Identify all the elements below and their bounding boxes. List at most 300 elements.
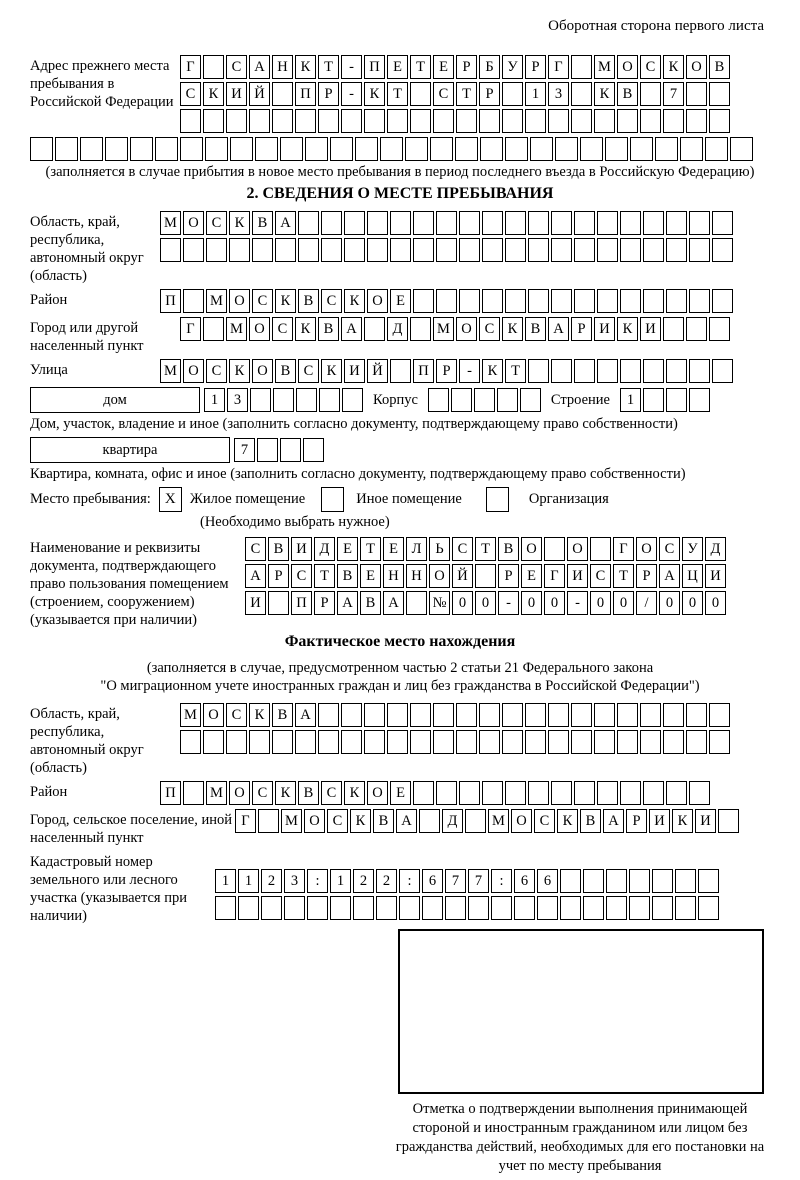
- char-box: [342, 388, 363, 412]
- char-box: [502, 109, 523, 133]
- stamp-caption: Отметка о подтверждении выполнения принимающей стороной и иностранным гражданином или лицом без гражданства действий, необходимых для его постановки на учет по месту пребывания: [395, 1101, 765, 1174]
- char-box: В: [298, 781, 319, 805]
- char-box: И: [226, 82, 247, 106]
- apartment-field: [30, 437, 770, 463]
- char-box: [643, 359, 664, 383]
- char-box: 3: [284, 869, 305, 893]
- char-box: [130, 137, 153, 161]
- char-box: Т: [360, 537, 381, 561]
- char-box: О: [686, 55, 707, 79]
- char-box: М: [206, 289, 227, 313]
- char-box: [303, 438, 324, 462]
- char-box: [380, 137, 403, 161]
- char-box: [594, 730, 615, 754]
- char-box: [413, 238, 434, 262]
- char-box: С: [640, 55, 661, 79]
- char-box: У: [682, 537, 703, 561]
- char-box: [571, 703, 592, 727]
- char-box: [551, 238, 572, 262]
- char-box: [275, 238, 296, 262]
- char-box: 6: [514, 869, 535, 893]
- prev-address-row-4: [30, 137, 770, 161]
- char-box: [229, 238, 250, 262]
- stay-type-field: [30, 487, 770, 512]
- char-box: [445, 896, 466, 920]
- char-box: Е: [387, 55, 408, 79]
- char-box: [456, 703, 477, 727]
- char-box: [428, 388, 449, 412]
- char-box: [252, 238, 273, 262]
- char-box: 1: [525, 82, 546, 106]
- char-box: О: [229, 781, 250, 805]
- checkbox-organization: [486, 487, 509, 512]
- char-box: Р: [456, 55, 477, 79]
- char-box: 1: [204, 388, 225, 412]
- document-row-2: [245, 564, 726, 588]
- char-box: [686, 82, 707, 106]
- char-box: [376, 896, 397, 920]
- char-box: -: [341, 55, 362, 79]
- char-box: [364, 317, 385, 341]
- street-row: [160, 359, 733, 383]
- actual-region-field: [30, 703, 770, 777]
- char-box: С: [226, 55, 247, 79]
- char-box: [105, 137, 128, 161]
- char-box: [525, 703, 546, 727]
- char-box: К: [249, 703, 270, 727]
- char-box: С: [272, 317, 293, 341]
- city-label: Город или другой населенный пункт: [30, 320, 144, 354]
- char-box: К: [482, 359, 503, 383]
- char-box: :: [491, 869, 512, 893]
- actual-location-title: Фактическое место нахождения: [284, 633, 516, 650]
- char-box: В: [498, 537, 519, 561]
- char-box: В: [298, 289, 319, 313]
- char-box: О: [567, 537, 588, 561]
- char-box: 2: [376, 869, 397, 893]
- char-box: А: [396, 809, 417, 833]
- char-box: П: [295, 82, 316, 106]
- actual-note-line-1: (заполняется в случае, предусмотренном частью 2 статьи 21 Федерального закона: [146, 660, 654, 676]
- char-box: М: [180, 703, 201, 727]
- char-box: [689, 781, 710, 805]
- char-box: [675, 896, 696, 920]
- char-box: [698, 869, 719, 893]
- char-box: Т: [475, 537, 496, 561]
- char-box: Р: [571, 317, 592, 341]
- char-box: [422, 896, 443, 920]
- char-box: [295, 730, 316, 754]
- char-box: [474, 388, 495, 412]
- char-box: [528, 211, 549, 235]
- char-box: Т: [410, 55, 431, 79]
- city-field: [30, 317, 770, 355]
- char-box: К: [502, 317, 523, 341]
- document-label: Наименование и реквизиты документа, подтверждающего право пользования помещением (строением, сооружением) (указывается при наличии): [30, 540, 229, 628]
- char-box: [390, 238, 411, 262]
- char-box: [680, 137, 703, 161]
- char-box: [620, 781, 641, 805]
- char-box: С: [534, 809, 555, 833]
- char-box: [528, 289, 549, 313]
- apartment-note: Квартира, комната, офис и иное (заполнить согласно документу, подтверждающему право собственности): [30, 466, 686, 482]
- char-box: [666, 359, 687, 383]
- char-box: [459, 781, 480, 805]
- section2-title: 2. СВЕДЕНИЯ О МЕСТЕ ПРЕБЫВАНИЯ: [246, 185, 554, 202]
- char-box: Р: [626, 809, 647, 833]
- char-box: [555, 137, 578, 161]
- char-box: -: [459, 359, 480, 383]
- stay-type-note: (Необходимо выбрать нужное): [200, 514, 390, 530]
- char-box: [629, 869, 650, 893]
- char-box: И: [649, 809, 670, 833]
- char-box: [238, 896, 259, 920]
- char-box: [663, 703, 684, 727]
- char-box: [560, 869, 581, 893]
- actual-region-row-2: [180, 730, 730, 754]
- page-side-note: Оборотная сторона первого листа: [548, 18, 764, 34]
- char-box: В: [525, 317, 546, 341]
- char-box: И: [291, 537, 312, 561]
- char-box: [203, 317, 224, 341]
- char-box: К: [594, 82, 615, 106]
- char-box: У: [502, 55, 523, 79]
- char-box: 7: [663, 82, 684, 106]
- char-box: [249, 109, 270, 133]
- char-box: [364, 109, 385, 133]
- street-label: Улица: [30, 362, 68, 378]
- char-box: О: [367, 781, 388, 805]
- char-box: К: [617, 317, 638, 341]
- char-box: А: [337, 591, 358, 615]
- char-box: [272, 730, 293, 754]
- char-box: [430, 137, 453, 161]
- char-box: [367, 238, 388, 262]
- char-box: 7: [234, 438, 255, 462]
- char-box: [666, 289, 687, 313]
- actual-region-label: Область, край, республика, автономный округ (область): [30, 706, 144, 776]
- char-box: И: [640, 317, 661, 341]
- char-box: [180, 730, 201, 754]
- char-box: -: [567, 591, 588, 615]
- char-box: 2: [353, 869, 374, 893]
- char-box: [410, 730, 431, 754]
- char-box: [406, 591, 427, 615]
- char-box: В: [709, 55, 730, 79]
- char-box: А: [603, 809, 624, 833]
- char-box: [318, 730, 339, 754]
- char-box: П: [291, 591, 312, 615]
- char-box: К: [344, 781, 365, 805]
- cadastral-row-2: [215, 896, 719, 920]
- char-box: Р: [498, 564, 519, 588]
- char-box: О: [249, 317, 270, 341]
- char-box: [413, 211, 434, 235]
- char-box: [479, 730, 500, 754]
- stamp-area: [395, 929, 770, 1176]
- char-box: 0: [613, 591, 634, 615]
- char-box: М: [594, 55, 615, 79]
- char-box: [459, 289, 480, 313]
- char-box: М: [433, 317, 454, 341]
- char-box: [686, 317, 707, 341]
- char-box: [686, 703, 707, 727]
- char-box: [364, 730, 385, 754]
- char-box: К: [295, 317, 316, 341]
- char-box: [537, 896, 558, 920]
- char-box: С: [321, 289, 342, 313]
- char-box: А: [659, 564, 680, 588]
- char-box: [436, 289, 457, 313]
- char-box: С: [206, 359, 227, 383]
- char-box: [548, 703, 569, 727]
- actual-city-field: [30, 809, 770, 847]
- char-box: [643, 388, 664, 412]
- char-box: П: [160, 781, 181, 805]
- char-box: А: [548, 317, 569, 341]
- char-box: [410, 703, 431, 727]
- char-box: [505, 137, 528, 161]
- prev-address-field: [30, 55, 770, 133]
- char-box: [640, 730, 661, 754]
- char-box: О: [183, 359, 204, 383]
- char-box: С: [291, 564, 312, 588]
- char-box: 1: [330, 869, 351, 893]
- char-box: К: [663, 55, 684, 79]
- cadastral-label: Кадастровый номер земельного или лесного участка (указывается при наличии): [30, 854, 187, 924]
- region-label: Область, край, республика, автономный округ (область): [30, 214, 144, 284]
- char-box: П: [160, 289, 181, 313]
- char-box: [548, 730, 569, 754]
- char-box: 1: [238, 869, 259, 893]
- char-box: [284, 896, 305, 920]
- char-box: 1: [215, 869, 236, 893]
- char-box: В: [318, 317, 339, 341]
- char-box: [686, 109, 707, 133]
- char-box: [606, 869, 627, 893]
- char-box: [689, 359, 710, 383]
- char-box: [505, 781, 526, 805]
- char-box: Р: [436, 359, 457, 383]
- char-box: /: [636, 591, 657, 615]
- char-box: [55, 137, 78, 161]
- actual-city-label: Город, сельское поселение, иной населенный пункт: [30, 812, 233, 846]
- char-box: И: [567, 564, 588, 588]
- char-box: [574, 238, 595, 262]
- char-box: С: [327, 809, 348, 833]
- char-box: Г: [180, 317, 201, 341]
- char-box: [80, 137, 103, 161]
- char-box: С: [252, 781, 273, 805]
- city-row: [180, 317, 730, 341]
- char-box: [712, 359, 733, 383]
- char-box: К: [364, 82, 385, 106]
- char-box: [583, 869, 604, 893]
- char-box: К: [229, 211, 250, 235]
- char-box: Г: [613, 537, 634, 561]
- char-box: [298, 211, 319, 235]
- char-box: С: [180, 82, 201, 106]
- char-box: Е: [390, 289, 411, 313]
- document-field: [30, 537, 770, 629]
- char-box: О: [183, 211, 204, 235]
- char-box: [666, 238, 687, 262]
- char-box: 3: [227, 388, 248, 412]
- char-box: 2: [261, 869, 282, 893]
- char-box: [305, 137, 328, 161]
- char-box: Е: [521, 564, 542, 588]
- char-box: :: [399, 869, 420, 893]
- char-box: [257, 438, 278, 462]
- char-box: [482, 781, 503, 805]
- district-row: [160, 289, 733, 313]
- char-box: [321, 211, 342, 235]
- char-box: [505, 211, 526, 235]
- char-box: Н: [406, 564, 427, 588]
- char-box: [482, 238, 503, 262]
- char-box: Р: [318, 82, 339, 106]
- char-box: А: [249, 55, 270, 79]
- char-box: 6: [422, 869, 443, 893]
- char-box: [390, 359, 411, 383]
- prev-address-row-3: [180, 109, 730, 133]
- char-box: [629, 896, 650, 920]
- char-box: [551, 781, 572, 805]
- char-box: [551, 289, 572, 313]
- char-box: [203, 55, 224, 79]
- char-box: Д: [442, 809, 463, 833]
- char-box: [502, 730, 523, 754]
- char-box: А: [275, 211, 296, 235]
- char-box: [330, 896, 351, 920]
- char-box: К: [321, 359, 342, 383]
- prev-address-label: Адрес прежнего места пребывания в Российской Федерации: [30, 58, 174, 110]
- char-box: [413, 289, 434, 313]
- char-box: В: [252, 211, 273, 235]
- char-box: Ц: [682, 564, 703, 588]
- char-box: Й: [452, 564, 473, 588]
- char-box: С: [298, 359, 319, 383]
- korpus-cells: [428, 388, 541, 412]
- document-row-1: [245, 537, 726, 561]
- char-box: [183, 781, 204, 805]
- char-box: [689, 388, 710, 412]
- char-box: [666, 211, 687, 235]
- char-box: [617, 109, 638, 133]
- char-box: [330, 137, 353, 161]
- char-box: [387, 109, 408, 133]
- char-box: [712, 211, 733, 235]
- char-box: [215, 896, 236, 920]
- char-box: А: [245, 564, 266, 588]
- char-box: [502, 82, 523, 106]
- char-box: [620, 359, 641, 383]
- char-box: О: [429, 564, 450, 588]
- char-box: [479, 703, 500, 727]
- char-box: [630, 137, 653, 161]
- char-box: [640, 703, 661, 727]
- char-box: В: [275, 359, 296, 383]
- char-box: [155, 137, 178, 161]
- char-box: [718, 809, 739, 833]
- char-box: [620, 289, 641, 313]
- char-box: [666, 781, 687, 805]
- char-box: [183, 289, 204, 313]
- char-box: А: [383, 591, 404, 615]
- char-box: Е: [433, 55, 454, 79]
- char-box: 0: [682, 591, 703, 615]
- char-box: В: [360, 591, 381, 615]
- char-box: К: [275, 289, 296, 313]
- char-box: -: [341, 82, 362, 106]
- char-box: М: [160, 359, 181, 383]
- char-box: Е: [337, 537, 358, 561]
- char-box: В: [580, 809, 601, 833]
- char-box: [574, 781, 595, 805]
- char-box: [203, 730, 224, 754]
- char-box: №: [429, 591, 450, 615]
- char-box: [605, 137, 628, 161]
- option-residential-label: Жилое помещение: [189, 491, 306, 507]
- char-box: Р: [268, 564, 289, 588]
- char-box: 0: [475, 591, 496, 615]
- char-box: [505, 238, 526, 262]
- char-box: 0: [705, 591, 726, 615]
- char-box: Т: [314, 564, 335, 588]
- char-box: [390, 211, 411, 235]
- char-box: [594, 703, 615, 727]
- char-box: О: [367, 289, 388, 313]
- char-box: Г: [548, 55, 569, 79]
- char-box: К: [229, 359, 250, 383]
- option-organization-label: Организация: [528, 491, 609, 507]
- char-box: [280, 137, 303, 161]
- char-box: [399, 896, 420, 920]
- char-box: [663, 730, 684, 754]
- char-box: [226, 730, 247, 754]
- char-box: [364, 703, 385, 727]
- char-box: В: [337, 564, 358, 588]
- char-box: 0: [659, 591, 680, 615]
- char-box: [530, 137, 553, 161]
- char-box: [652, 869, 673, 893]
- char-box: 7: [445, 869, 466, 893]
- house-box: дом: [30, 387, 200, 413]
- char-box: [709, 109, 730, 133]
- char-box: [250, 388, 271, 412]
- char-box: К: [672, 809, 693, 833]
- char-box: [180, 137, 203, 161]
- char-box: 0: [521, 591, 542, 615]
- char-box: 3: [548, 82, 569, 106]
- char-box: 1: [620, 388, 641, 412]
- char-box: [341, 109, 362, 133]
- char-box: [272, 82, 293, 106]
- char-box: О: [456, 317, 477, 341]
- char-box: [689, 211, 710, 235]
- char-box: [525, 109, 546, 133]
- char-box: П: [413, 359, 434, 383]
- char-box: [551, 359, 572, 383]
- char-box: С: [245, 537, 266, 561]
- char-box: Т: [387, 82, 408, 106]
- actual-district-row: [160, 781, 710, 805]
- char-box: [689, 238, 710, 262]
- char-box: [455, 137, 478, 161]
- char-box: С: [321, 781, 342, 805]
- char-box: 0: [590, 591, 611, 615]
- char-box: С: [659, 537, 680, 561]
